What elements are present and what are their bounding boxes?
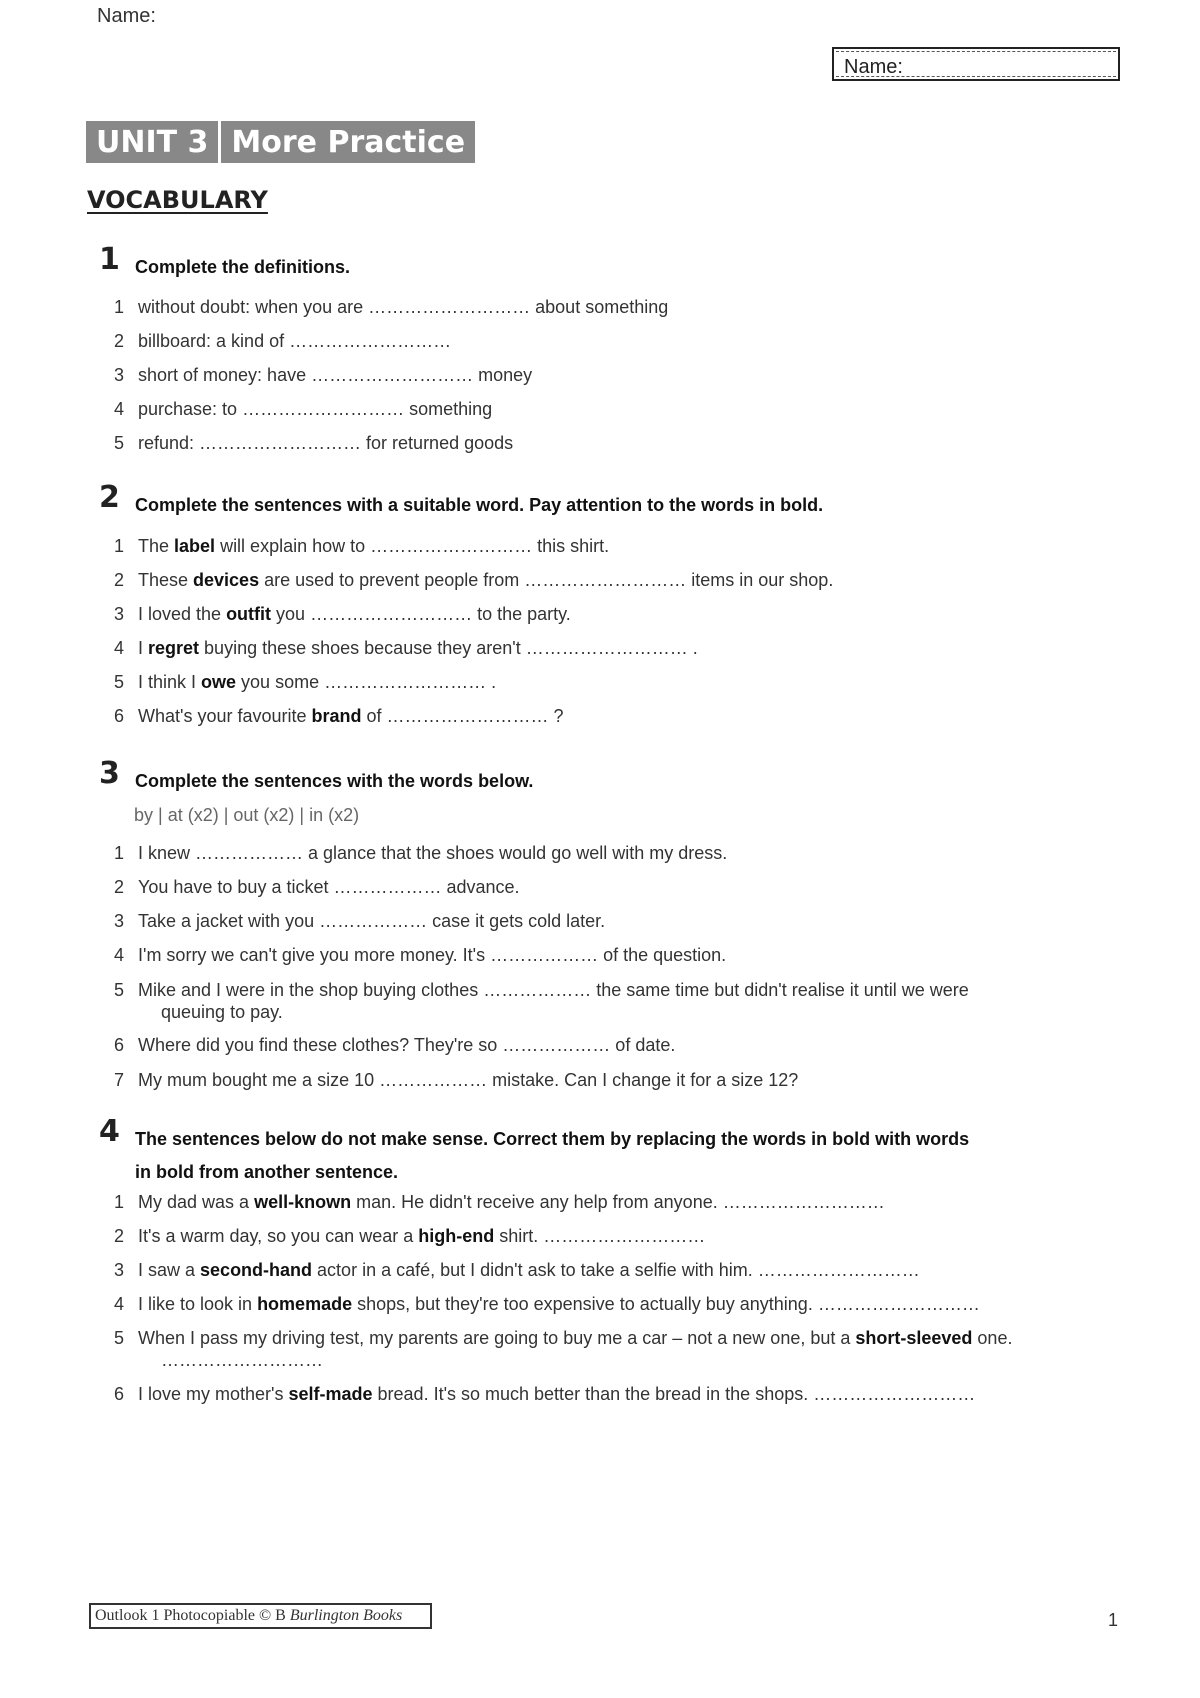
item-text: refund: ……………………… for returned goods <box>138 433 514 453</box>
item-text: I think I owe you some ……………………… . <box>138 672 497 692</box>
name-field-label: Name: <box>844 56 903 78</box>
item-number: 6 <box>114 1035 125 1055</box>
item-number: 4 <box>114 638 125 658</box>
item-number: 4 <box>114 1294 125 1314</box>
item-number: 6 <box>114 1384 125 1404</box>
item-number: 1 <box>114 297 125 317</box>
item-number: 7 <box>114 1070 125 1090</box>
item-number: 3 <box>114 1260 125 1280</box>
item-text: My dad was a well-known man. He didn't receive any help from anyone. ……………………… <box>138 1192 885 1212</box>
item-number: 5 <box>114 433 125 453</box>
exercise-instruction: Complete the sentences with the words below. <box>135 771 534 791</box>
item-text: I knew ……………… a glance that the shoes would go well with my dress. <box>138 843 728 863</box>
item-text: When I pass my driving test, my parents are going to buy me a car – not a new one, but a short-sleeved one. ……………………… <box>138 1328 1013 1370</box>
item-number: 4 <box>114 945 125 965</box>
student-name-label: Name: <box>97 5 156 27</box>
item-text: without doubt: when you are ……………………… about something <box>138 297 669 317</box>
item-number: 5 <box>114 980 125 1000</box>
section-heading: VOCABULARY <box>87 186 268 214</box>
item-text: I like to look in homemade shops, but they're too expensive to actually buy anything. ……………………… <box>138 1294 980 1314</box>
item-text: short of money: have ……………………… money <box>138 365 533 385</box>
item-number: 1 <box>114 536 125 556</box>
item-text: purchase: to ……………………… something <box>138 399 493 419</box>
exercise-number: 4 <box>99 1114 120 1149</box>
item-text: What's your favourite brand of ……………………… ? <box>138 706 564 726</box>
page-number: 1 <box>1108 1610 1119 1630</box>
item-number: 2 <box>114 877 125 897</box>
unit-title <box>86 121 475 163</box>
item-number: 1 <box>114 1192 125 1212</box>
exercise-instruction: The sentences below do not make sense. Correct them by replacing the words in bold with words in bold from another sentence. <box>135 1129 970 1182</box>
item-text: It's a warm day, so you can wear a high-end shirt. ……………………… <box>138 1226 706 1246</box>
item-number: 1 <box>114 843 125 863</box>
item-text: I'm sorry we can't give you more money. It's ……………… of the question. <box>138 945 727 965</box>
item-number: 4 <box>114 399 125 419</box>
copyright-text: Outlook 1 Photocopiable © B <box>95 1607 286 1624</box>
item-number: 3 <box>114 604 125 624</box>
item-number: 2 <box>114 1226 125 1246</box>
item-text: The label will explain how to ……………………… this shirt. <box>138 536 610 556</box>
exercise-number: 2 <box>99 480 120 515</box>
copyright-badge <box>89 1603 432 1629</box>
item-text: Where did you find these clothes? They're so ……………… of date. <box>138 1035 676 1055</box>
item-text: I love my mother's self-made bread. It's so much better than the bread in the shops. ……………………… <box>138 1384 976 1404</box>
item-number: 2 <box>114 570 125 590</box>
item-text: I loved the outfit you ……………………… to the party. <box>138 604 571 624</box>
publisher-name: Burlington Books <box>289 1607 403 1624</box>
unit-subtitle: More Practice <box>221 121 475 163</box>
word-box: by | at (x2) | out (x2) | in (x2) <box>134 805 360 825</box>
item-number: 3 <box>114 911 125 931</box>
item-text: billboard: a kind of ……………………… <box>138 331 452 351</box>
item-text: My mum bought me a size 10 ……………… mistake. Can I change it for a size 12? <box>138 1070 799 1090</box>
exercise-number: 3 <box>99 756 120 791</box>
item-text: You have to buy a ticket ……………… advance. <box>138 877 520 897</box>
item-text: Mike and I were in the shop buying clothes ……………… the same time but didn't realise it until we were queuing to pay. <box>138 980 969 1022</box>
unit-number: UNIT 3 <box>86 121 218 163</box>
item-number: 2 <box>114 331 125 351</box>
item-text: These devices are used to prevent people from ……………………… items in our shop. <box>138 570 834 590</box>
exercise-number: 1 <box>99 242 120 277</box>
exercise-instruction: Complete the sentences with a suitable word. Pay attention to the words in bold. <box>135 495 824 515</box>
item-number: 3 <box>114 365 125 385</box>
item-number: 5 <box>114 672 125 692</box>
name-field-box[interactable] <box>832 47 1120 81</box>
item-number: 6 <box>114 706 125 726</box>
item-number: 5 <box>114 1328 125 1348</box>
item-text: I saw a second-hand actor in a café, but I didn't ask to take a selfie with him. ……………………… <box>138 1260 920 1280</box>
item-text: Take a jacket with you ……………… case it gets cold later. <box>138 911 606 931</box>
item-text: I regret buying these shoes because they aren't ……………………… . <box>138 638 698 658</box>
exercise-instruction: Complete the definitions. <box>135 257 351 277</box>
